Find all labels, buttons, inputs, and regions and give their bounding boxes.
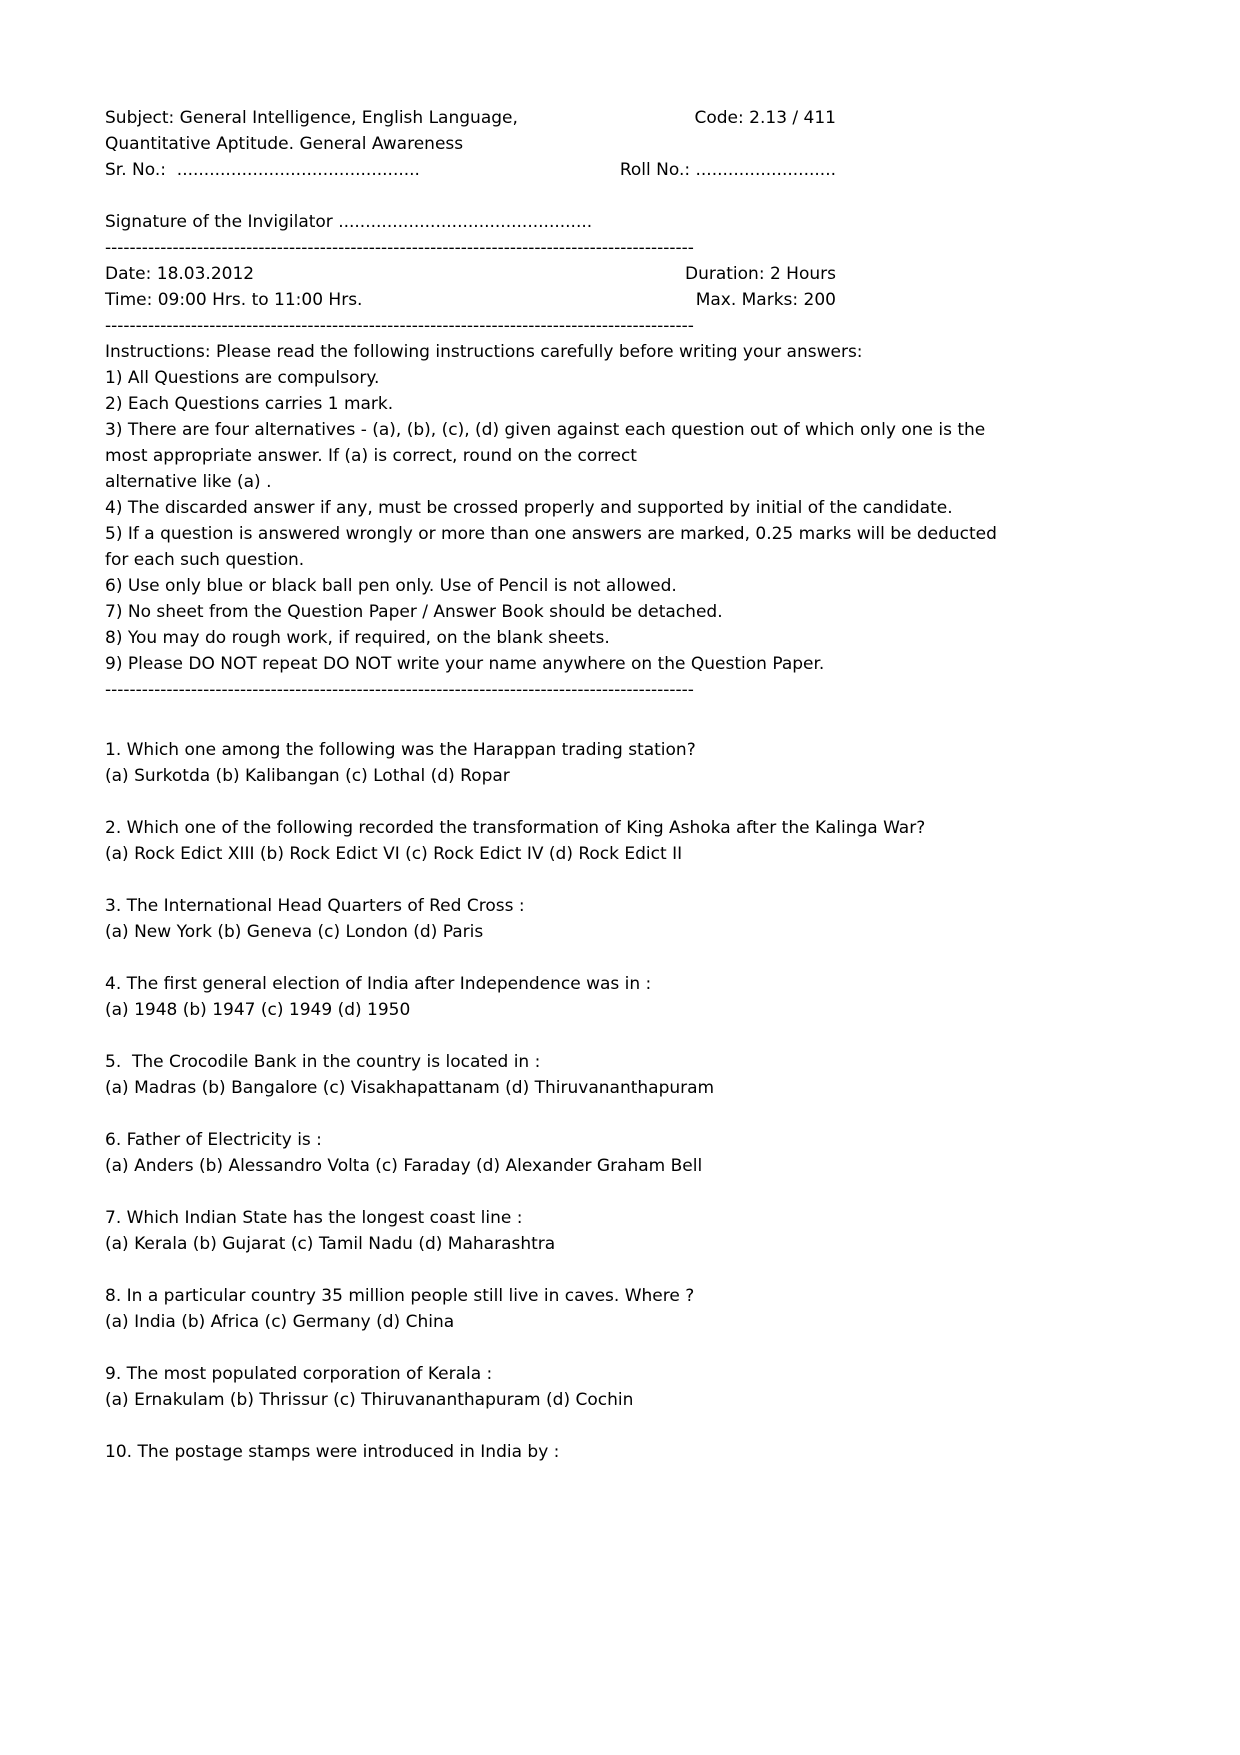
instruction-line: 6) Use only blue or black ball pen only. Use of Pencil is not allowed.	[105, 576, 677, 596]
instructions-block	[105, 339, 1140, 677]
question-options: (a) Kerala (b) Gujarat (c) Tamil Nadu (d) Maharashtra	[105, 1234, 556, 1254]
question-block	[105, 893, 1140, 945]
question-options: (a) Ernakulam (b) Thrissur (c) Thiruvananthapuram (d) Cochin	[105, 1390, 634, 1410]
question-block	[105, 815, 1140, 867]
question-text: 1. Which one among the following was the Harappan trading station?	[105, 740, 696, 760]
section-divider: ------------------------------------------------------------------------------------------------	[105, 680, 694, 700]
invigilator-signature-line: Signature of the Invigilator ...............................................	[105, 212, 593, 232]
question-text: 6. Father of Electricity is :	[105, 1130, 322, 1150]
question-block	[105, 1127, 1140, 1179]
question-options: (a) Surkotda (b) Kalibangan (c) Lothal (d) Ropar	[105, 766, 510, 786]
subject-line-1: Subject: General Intelligence, English Language,	[105, 108, 518, 128]
question-block	[105, 1439, 1140, 1465]
roll-no-field: Roll No.: ..........................	[619, 160, 836, 180]
question-options: (a) Madras (b) Bangalore (c) Visakhapattanam (d) Thiruvananthapuram	[105, 1078, 715, 1098]
question-text: 4. The first general election of India after Independence was in :	[105, 974, 652, 994]
question-block	[105, 971, 1140, 1023]
instruction-line: 1) All Questions are compulsory.	[105, 368, 380, 388]
question-block	[105, 1283, 1140, 1335]
question-block	[105, 1205, 1140, 1257]
exam-time: Time: 09:00 Hrs. to 11:00 Hrs.	[105, 290, 363, 310]
questions-section	[105, 737, 1140, 1465]
question-options: (a) India (b) Africa (c) Germany (d) China	[105, 1312, 455, 1332]
question-options: (a) 1948 (b) 1947 (c) 1949 (d) 1950	[105, 1000, 411, 1020]
subject-line-2: Quantitative Aptitude. General Awareness	[105, 134, 464, 154]
question-text: 7. Which Indian State has the longest coast line :	[105, 1208, 523, 1228]
instruction-line: 5) If a question is answered wrongly or more than one answers are marked, 0.25 marks will be deducted	[105, 524, 997, 544]
question-options: (a) Rock Edict XIII (b) Rock Edict VI (c) Rock Edict IV (d) Rock Edict II	[105, 844, 683, 864]
exam-meta	[105, 261, 1140, 313]
instruction-line: 2) Each Questions carries 1 mark.	[105, 394, 394, 414]
instruction-line: 4) The discarded answer if any, must be crossed properly and supported by initial of the candidate.	[105, 498, 953, 518]
instruction-line: alternative like (a) .	[105, 472, 272, 492]
question-block	[105, 1361, 1140, 1413]
instruction-line: 7) No sheet from the Question Paper / Answer Book should be detached.	[105, 602, 723, 622]
instruction-line: most appropriate answer. If (a) is correct, round on the correct	[105, 446, 637, 466]
exam-date: Date: 18.03.2012	[105, 264, 255, 284]
spacer	[105, 183, 1140, 209]
question-text: 9. The most populated corporation of Kerala :	[105, 1364, 493, 1384]
section-divider: ------------------------------------------------------------------------------------------------	[105, 316, 694, 336]
sr-no-field: Sr. No.: .............................................	[105, 160, 420, 180]
question-text: 3. The International Head Quarters of Red Cross :	[105, 896, 525, 916]
question-options: (a) Anders (b) Alessandro Volta (c) Faraday (d) Alexander Graham Bell	[105, 1156, 703, 1176]
exam-code: Code: 2.13 / 411	[694, 108, 836, 128]
question-block	[105, 1049, 1140, 1101]
exam-header	[105, 105, 1140, 183]
question-text: 5. The Crocodile Bank in the country is located in :	[105, 1052, 541, 1072]
exam-duration: Duration: 2 Hours	[685, 264, 836, 284]
section-divider: ------------------------------------------------------------------------------------------------	[105, 238, 694, 258]
instruction-line: 9) Please DO NOT repeat DO NOT write your name anywhere on the Question Paper.	[105, 654, 825, 674]
question-text: 2. Which one of the following recorded the transformation of King Ashoka after the Kalinga War?	[105, 818, 926, 838]
instruction-line: for each such question.	[105, 550, 305, 570]
instructions-heading: Instructions: Please read the following instructions carefully before writing your answers:	[105, 342, 863, 362]
question-options: (a) New York (b) Geneva (c) London (d) Paris	[105, 922, 484, 942]
instruction-line: 3) There are four alternatives - (a), (b), (c), (d) given against each question out of which only one is the	[105, 420, 986, 440]
max-marks: Max. Marks: 200	[695, 290, 836, 310]
question-text: 10. The postage stamps were introduced in India by :	[105, 1442, 560, 1462]
question-block	[105, 737, 1140, 789]
instruction-line: 8) You may do rough work, if required, on the blank sheets.	[105, 628, 610, 648]
question-text: 8. In a particular country 35 million people still live in caves. Where ?	[105, 1286, 695, 1306]
